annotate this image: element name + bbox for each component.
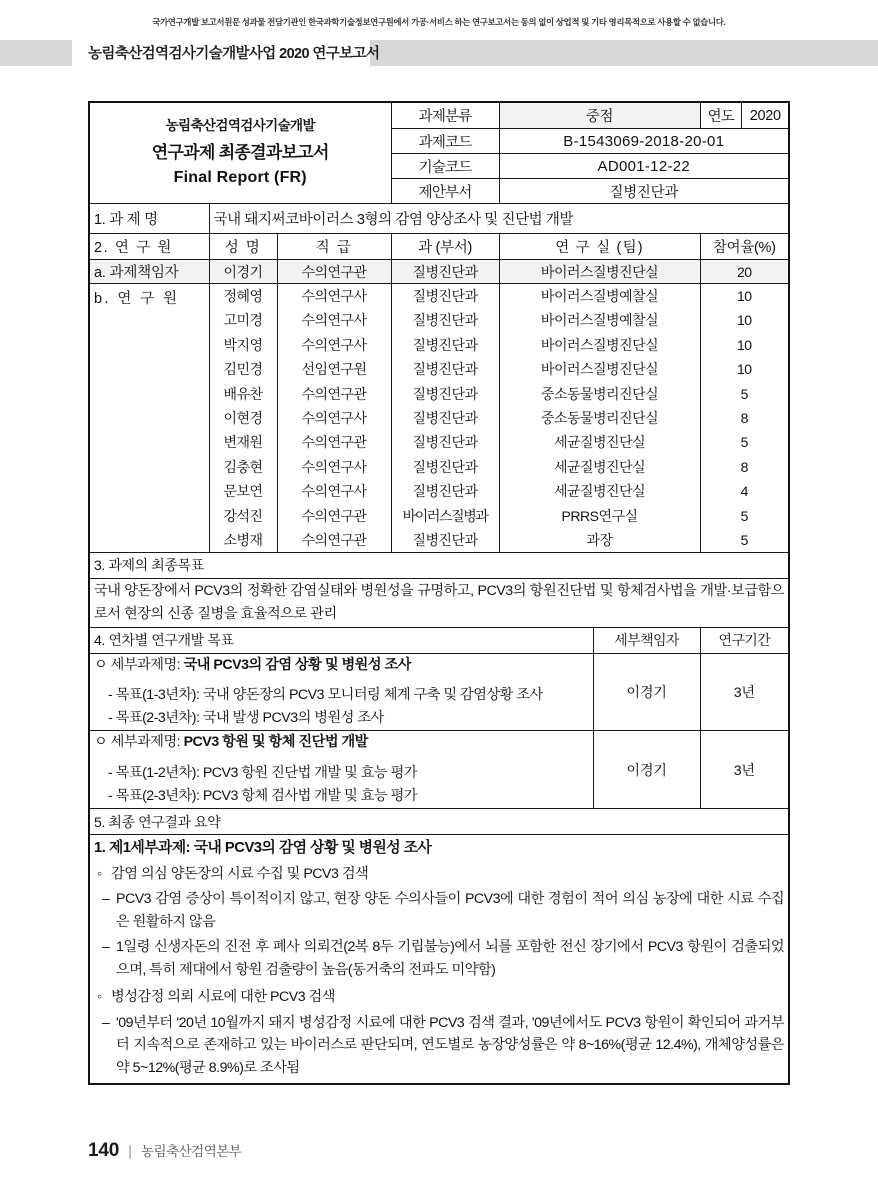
member-rank: 선임연구원 xyxy=(277,357,391,381)
lead-researcher-label: a. 과제책임자 xyxy=(90,260,209,284)
section2-header-row xyxy=(90,234,788,260)
section1-value: 국내 돼지써코바이러스 3형의 감염 양상조사 및 진단법 개발 xyxy=(209,204,788,234)
column-header-lab: 연 구 실 (팀) xyxy=(499,234,700,260)
member-name: 고미경 xyxy=(209,308,277,332)
section5-block-item: – PCV3 감염 증상이 특이적이지 않고, 현장 양돈 수의사들이 PCV3에 대한 경험이 적어 의심 농장에 대한 시료 수집은 원활하지 않음 xyxy=(94,888,784,933)
section5-block-item: – 1일령 신생자돈의 진전 후 폐사 의뢰건(2복 8두 기립불능)에서 뇌를 포함한 전신 장기에서 PCV3 항원이 검출되었으며, 특히 제대에서 항원 검출량이 높음(동거축의 전파도 미약함) xyxy=(94,936,784,981)
member-dept: 질병진단과 xyxy=(391,479,499,503)
section3-label-row xyxy=(90,552,788,578)
column-header-name: 성 명 xyxy=(209,234,277,260)
member-rate: 10 xyxy=(700,308,788,332)
field-value-year: 2020 xyxy=(742,103,789,128)
field-value-proposing-dept: 질병진단과 xyxy=(499,179,788,204)
field-label-tech-code: 기술코드 xyxy=(391,154,499,179)
member-rate: 8 xyxy=(700,406,788,430)
member-name: 소병재 xyxy=(209,528,277,552)
section4-manager: 이경기 xyxy=(593,653,700,731)
section5-label: 5. 최종 연구결과 요약 xyxy=(90,809,788,835)
subtask-goal: - 목표(1-3년차): 국내 양돈장의 PCV3 모니터링 체계 구축 및 감염상황 조사 xyxy=(108,687,543,704)
program-name: 농림축산검역검사기술개발 xyxy=(165,118,315,134)
member-dept: 질병진단과 xyxy=(391,455,499,479)
member-dept: 질병진단과 xyxy=(391,381,499,405)
page-footer xyxy=(88,1140,241,1162)
member-rank: 수의연구사 xyxy=(277,406,391,430)
section5-body xyxy=(90,835,788,1083)
header-row-1 xyxy=(90,103,788,129)
section5-block-heading: ◦ 감염 의심 양돈장의 시료 수집 및 PCV3 검색 xyxy=(94,864,784,885)
member-dept: 질병진단과 xyxy=(391,333,499,357)
subtask-title-line xyxy=(94,732,589,754)
member-lab: 중소동물병리진단실 xyxy=(499,406,700,430)
column-header-rank: 직 급 xyxy=(277,234,391,260)
section4-col-manager: 세부책임자 xyxy=(593,627,700,653)
lead-lab: 바이러스질병진단실 xyxy=(499,260,700,284)
field-value-project-code: B-1543069-2018-20-01 xyxy=(499,129,788,154)
member-rank: 수의연구사 xyxy=(277,308,391,332)
section4-group-2 xyxy=(90,731,788,809)
subtask-title: 국내 PCV3의 감염 상황 및 병원성 조사 xyxy=(183,656,411,673)
section4-manager: 이경기 xyxy=(593,731,700,809)
member-rate: 10 xyxy=(700,284,788,308)
field-label-project-code: 과제코드 xyxy=(391,129,499,154)
report-title-en: Final Report (FR) xyxy=(173,168,307,186)
page-number: 140 xyxy=(88,1140,120,1161)
member-name: 김충현 xyxy=(209,455,277,479)
section4-period: 3년 xyxy=(700,731,788,809)
copyright-disclaimer: 국가연구개발 보고서원문 성과물 전담기관인 한국과학기술정보연구원에서 가공·서비스 하는 연구보고서는 동의 없이 상업적 및 기타 영리목적으로 사용할 수 없습니다. xyxy=(152,17,726,27)
member-lab: 세균질병진단실 xyxy=(499,479,700,503)
member-rate: 10 xyxy=(700,333,788,357)
table-row xyxy=(90,284,788,308)
column-header-rate: 참여율(%) xyxy=(700,234,788,260)
member-dept: 바이러스질병과 xyxy=(391,503,499,527)
section1-row xyxy=(90,204,788,234)
running-head-title: 농림축산검역검사기술개발사업 2020 연구보고서 xyxy=(88,46,380,62)
section5-block-heading: ◦ 병성감정 의뢰 시료에 대한 PCV3 검색 xyxy=(94,987,784,1008)
member-dept: 질병진단과 xyxy=(391,308,499,332)
section4-group-2-body xyxy=(90,731,593,809)
section3-body-row xyxy=(90,578,788,627)
section5-block-item: – '09년부터 '20년 10월까지 돼지 병성감정 시료에 대한 PCV3 검색 결과, '09년에서도 PCV3 항원이 확인되어 과거부터 지속적으로 존재하고 있는 바이러스로 판단되며, 연도별로 농장양성률은 약 8~16%(평균 12.4%), 개체양성률은 약 5~12%(평균 8.9%)로 조사됨 xyxy=(94,1012,784,1080)
member-name: 배유찬 xyxy=(209,381,277,405)
member-rank: 수의연구관 xyxy=(277,528,391,552)
section3-label: 3. 과제의 최종목표 xyxy=(90,552,788,578)
member-name: 정혜영 xyxy=(209,284,277,308)
section3-body: 국내 양돈장에서 PCV3의 정확한 감염실태와 병원성을 규명하고, PCV3의 항원진단법 및 항체검사법을 개발·보급함으로서 현장의 신종 질병을 효율적으로 관리 xyxy=(90,578,788,627)
report-title-cell xyxy=(90,103,391,204)
member-lab: 바이러스질병예찰실 xyxy=(499,308,700,332)
member-rank: 수의연구관 xyxy=(277,503,391,527)
lead-rate: 20 xyxy=(700,260,788,284)
member-dept: 질병진단과 xyxy=(391,357,499,381)
member-lab: 바이러스질병예찰실 xyxy=(499,284,700,308)
lead-rank: 수의연구관 xyxy=(277,260,391,284)
member-lab: 중소동물병리진단실 xyxy=(499,381,700,405)
section5-label-row xyxy=(90,809,788,835)
field-label-category: 과제분류 xyxy=(391,103,499,129)
field-label-year: 연도 xyxy=(701,103,742,128)
member-name: 변재원 xyxy=(209,430,277,454)
member-rate: 8 xyxy=(700,455,788,479)
section5-body-row xyxy=(90,835,788,1083)
section5-subtask-title: 1. 제1세부과제: 국내 PCV3의 감염 상황 및 병원성 조사 xyxy=(94,840,432,857)
section4-header-row xyxy=(90,627,788,653)
section1-label: 1. 과 제 명 xyxy=(90,204,209,234)
report-grid xyxy=(90,103,788,1083)
lead-name: 이경기 xyxy=(209,260,277,284)
member-lab: 과장 xyxy=(499,528,700,552)
member-name: 이현경 xyxy=(209,406,277,430)
member-rate: 5 xyxy=(700,528,788,552)
member-label: b. 연 구 원 xyxy=(90,284,209,552)
member-name: 김민경 xyxy=(209,357,277,381)
member-rank: 수의연구사 xyxy=(277,479,391,503)
section4-label: 4. 연차별 연구개발 목표 xyxy=(90,627,593,653)
member-lab: 세균질병진단실 xyxy=(499,430,700,454)
subtask-goal: - 목표(2-3년차): PCV3 항체 검사법 개발 및 효능 평가 xyxy=(108,787,417,804)
report-form xyxy=(88,101,790,1085)
member-name: 문보연 xyxy=(209,479,277,503)
member-rate: 4 xyxy=(700,479,788,503)
field-value-tech-code: AD001-12-22 xyxy=(499,154,788,179)
member-dept: 질병진단과 xyxy=(391,528,499,552)
subtask-goal: - 목표(1-2년차): PCV3 항원 진단법 개발 및 효능 평가 xyxy=(108,765,417,781)
member-rank: 수의연구사 xyxy=(277,333,391,357)
section4-period: 3년 xyxy=(700,653,788,731)
member-lab: 바이러스질병진단실 xyxy=(499,357,700,381)
footer-organization: 농림축산검역본부 xyxy=(141,1144,242,1159)
footer-separator: | xyxy=(128,1143,133,1160)
member-dept: 질병진단과 xyxy=(391,406,499,430)
field-year-cell xyxy=(700,103,788,129)
member-rate: 10 xyxy=(700,357,788,381)
section4-col-period: 연구기간 xyxy=(700,627,788,653)
member-lab: 바이러스질병진단실 xyxy=(499,333,700,357)
member-rank: 수의연구사 xyxy=(277,455,391,479)
member-rate: 5 xyxy=(700,503,788,527)
member-lab: PRRS연구실 xyxy=(499,503,700,527)
section4-group-1 xyxy=(90,653,788,731)
subtask-title-line xyxy=(94,655,589,677)
spacer xyxy=(94,676,589,684)
member-name: 강석진 xyxy=(209,503,277,527)
field-value-category: 중점 xyxy=(499,103,700,129)
member-rate: 5 xyxy=(700,381,788,405)
subtask-goal: - 목표(2-3년차): 국내 발생 PCV3의 병원성 조사 xyxy=(108,709,384,726)
member-dept: 질병진단과 xyxy=(391,430,499,454)
section2-label: 2. 연 구 원 xyxy=(90,234,209,260)
column-header-dept: 과 (부서) xyxy=(391,234,499,260)
subtask-title: PCV3 항원 및 항체 진단법 개발 xyxy=(183,734,368,751)
member-lab: 세균질병진단실 xyxy=(499,455,700,479)
member-rank: 수의연구관 xyxy=(277,430,391,454)
subtask-prefix: ㅇ 세부과제명: xyxy=(94,656,184,673)
member-rank: 수의연구사 xyxy=(277,284,391,308)
report-title-ko: 연구과제 최종결과보고서 xyxy=(151,143,329,163)
member-rank: 수의연구관 xyxy=(277,381,391,405)
lead-dept: 질병진단과 xyxy=(391,260,499,284)
subtask-prefix: ㅇ 세부과제명: xyxy=(94,734,184,751)
member-dept: 질병진단과 xyxy=(391,284,499,308)
section4-group-1-body xyxy=(90,653,593,731)
researcher-row-lead xyxy=(90,260,788,284)
field-label-proposing-dept: 제안부서 xyxy=(391,179,499,204)
spacer xyxy=(94,754,589,762)
member-rate: 5 xyxy=(700,430,788,454)
member-name: 박지영 xyxy=(209,333,277,357)
